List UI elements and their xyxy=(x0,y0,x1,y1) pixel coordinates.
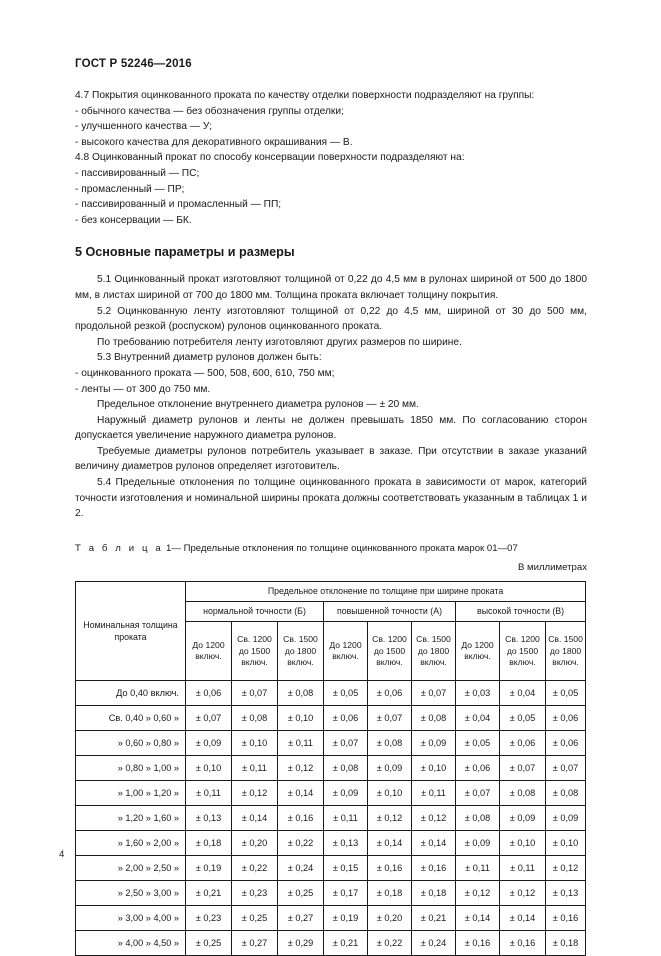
tolerance-cell: ± 0,07 xyxy=(324,731,368,756)
tolerance-cell: ± 0,09 xyxy=(500,806,546,831)
tolerance-cell: ± 0,10 xyxy=(500,831,546,856)
table-row xyxy=(76,831,586,856)
header-nominal-thickness: Номинальная толщина проката xyxy=(76,581,186,680)
table-head xyxy=(76,581,586,680)
tolerance-cell: ± 0,07 xyxy=(368,706,412,731)
tolerance-cell: ± 0,06 xyxy=(500,731,546,756)
tolerance-cell: ± 0,09 xyxy=(324,781,368,806)
paragraph-4-7: 4.7 Покрытия оцинкованного проката по качеству отделки поверхности подразделяют на группы: xyxy=(75,90,535,101)
header-precision-high: высокой точности (В) xyxy=(456,602,586,622)
table-row xyxy=(76,881,586,906)
tolerance-cell: ± 0,07 xyxy=(186,706,232,731)
tolerance-cell: ± 0,05 xyxy=(500,706,546,731)
tolerance-cell: ± 0,15 xyxy=(324,856,368,881)
table-caption-text: Предельные отклонения по толщине оцинкованного проката марок 01—07 xyxy=(183,542,518,554)
table-units-note: В миллиметрах xyxy=(517,561,587,573)
tolerance-cell: ± 0,08 xyxy=(278,681,324,706)
tolerance-cell: ± 0,05 xyxy=(324,681,368,706)
page-number: 4 xyxy=(59,849,65,860)
tolerance-cell: ± 0,22 xyxy=(368,931,412,956)
tolerance-cell: ± 0,08 xyxy=(456,806,500,831)
table-row xyxy=(76,756,586,781)
tolerance-cell: ± 0,10 xyxy=(368,781,412,806)
tolerance-cell: ± 0,12 xyxy=(232,781,278,806)
tolerance-cell: ± 0,09 xyxy=(368,756,412,781)
tolerance-cell: ± 0,04 xyxy=(500,681,546,706)
tolerance-cell: ± 0,12 xyxy=(456,881,500,906)
tolerance-cell: ± 0,09 xyxy=(186,731,232,756)
tolerance-cell: ± 0,11 xyxy=(324,806,368,831)
tolerance-cell: ± 0,14 xyxy=(278,781,324,806)
tolerance-cell: ± 0,27 xyxy=(232,931,278,956)
tolerance-cell: ± 0,07 xyxy=(546,756,586,781)
tolerance-cell: ± 0,14 xyxy=(412,831,456,856)
tolerance-cell: ± 0,11 xyxy=(186,781,232,806)
tolerance-cell: ± 0,16 xyxy=(278,806,324,831)
tolerance-cell: ± 0,07 xyxy=(412,681,456,706)
tolerance-cell: ± 0,06 xyxy=(324,706,368,731)
tolerance-cell: ± 0,13 xyxy=(186,806,232,831)
tolerance-cell: ± 0,16 xyxy=(412,856,456,881)
tolerance-cell: ± 0,16 xyxy=(500,931,546,956)
tolerance-cell: ± 0,18 xyxy=(546,931,586,956)
tolerance-cell: ± 0,11 xyxy=(456,856,500,881)
tolerance-cell: ± 0,10 xyxy=(186,756,232,781)
tolerance-cell: ± 0,18 xyxy=(368,881,412,906)
tolerance-cell: ± 0,17 xyxy=(324,881,368,906)
tolerance-cell: ± 0,08 xyxy=(324,756,368,781)
standard-designation-header: ГОСТ Р 52246—2016 xyxy=(75,58,192,70)
table-row xyxy=(76,931,586,956)
tolerance-cell: ± 0,23 xyxy=(232,881,278,906)
tolerance-cell: ± 0,13 xyxy=(546,881,586,906)
tolerance-cell: ± 0,07 xyxy=(232,681,278,706)
tolerance-cell: ± 0,22 xyxy=(278,831,324,856)
tolerance-cell: ± 0,11 xyxy=(412,781,456,806)
tolerance-cell: ± 0,03 xyxy=(456,681,500,706)
paragraph-5-2: 5.2 Оцинкованную ленту изготовляют толщиной от 0,22 до 4,5 мм, шириной от 30 до 500 мм, продольной резкой (роспуском) рулонов оцинкованного проката. xyxy=(75,305,587,333)
header-width-band: До 1200 включ. xyxy=(456,622,500,681)
tolerance-cell: ± 0,24 xyxy=(278,856,324,881)
paragraph-lenta-razmery: По требованию потребителя ленту изготовляют других размеров по ширине. xyxy=(97,336,462,348)
tolerance-cell: ± 0,12 xyxy=(412,806,456,831)
row-thickness-label: » 1,00 » 1,20 » xyxy=(76,781,186,806)
list-item-passivirovanny-promaslenny: - пассивированный и промасленный — ПП; xyxy=(75,199,282,211)
row-thickness-label: » 3,00 » 4,00 » xyxy=(76,906,186,931)
table-row xyxy=(76,731,586,756)
tolerance-cell: ± 0,05 xyxy=(546,681,586,706)
list-item-vysokogo: - высокого качества для декоративного окрашивания — В. xyxy=(75,136,353,148)
table-row xyxy=(76,681,586,706)
tolerance-cell: ± 0,11 xyxy=(278,731,324,756)
paragraph-naruzhny-diametr: Наружный диаметр рулонов и ленты не должен превышать 1850 мм. По согласованию сторон допускается увеличение наружного диаметра рулонов. xyxy=(75,414,587,442)
tolerance-cell: ± 0,14 xyxy=(456,906,500,931)
tolerance-cell: ± 0,09 xyxy=(456,831,500,856)
paragraph-5-3: 5.3 Внутренний диаметр рулонов должен быть: xyxy=(97,352,322,364)
tolerance-cell: ± 0,27 xyxy=(278,906,324,931)
tolerance-cell: ± 0,22 xyxy=(232,856,278,881)
row-thickness-label: До 0,40 включ. xyxy=(76,681,186,706)
tolerance-cell: ± 0,29 xyxy=(278,931,324,956)
spacer-before-section xyxy=(75,228,587,244)
tolerance-cell: ± 0,18 xyxy=(186,831,232,856)
tolerance-cell: ± 0,08 xyxy=(368,731,412,756)
paragraph-4-8: 4.8 Оцинкованный прокат по способу консервации поверхности подразделяют на: xyxy=(75,152,465,164)
header-width-band: До 1200 включ. xyxy=(324,622,368,681)
tolerance-cell: ± 0,06 xyxy=(368,681,412,706)
header-width-band: Св. 1200 до 1500 включ. xyxy=(368,622,412,681)
tolerance-cell: ± 0,08 xyxy=(232,706,278,731)
list-item-diametr-prokata: - оцинкованного проката — 500, 508, 600, 610, 750 мм; xyxy=(75,367,335,379)
tolerance-cell: ± 0,08 xyxy=(500,781,546,806)
row-thickness-label: Св. 0,40 » 0,60 » xyxy=(76,706,186,731)
tolerance-cell: ± 0,13 xyxy=(324,831,368,856)
tolerance-cell: ± 0,07 xyxy=(500,756,546,781)
table-caption-number: 1— xyxy=(165,542,181,554)
tolerance-cell: ± 0,19 xyxy=(324,906,368,931)
tolerance-cell: ± 0,12 xyxy=(546,856,586,881)
tolerance-cell: ± 0,16 xyxy=(456,931,500,956)
tolerance-cell: ± 0,10 xyxy=(278,706,324,731)
row-thickness-label: » 0,80 » 1,00 » xyxy=(76,756,186,781)
row-thickness-label: » 4,00 » 4,50 » xyxy=(76,931,186,956)
tolerance-cell: ± 0,10 xyxy=(546,831,586,856)
table-body xyxy=(76,681,586,956)
tolerance-cell: ± 0,14 xyxy=(500,906,546,931)
table-row xyxy=(76,806,586,831)
page-content xyxy=(75,88,587,956)
tolerance-cell: ± 0,14 xyxy=(232,806,278,831)
row-thickness-label: » 0,60 » 0,80 » xyxy=(76,731,186,756)
tolerance-cell: ± 0,20 xyxy=(368,906,412,931)
tolerance-cell: ± 0,24 xyxy=(412,931,456,956)
paragraph-5-1: 5.1 Оцинкованный прокат изготовляют толщиной от 0,22 до 4,5 мм в рулонах шириной от 500 до 1800 мм, в листах шириной от 700 до 1800 мм. Толщина проката включает толщину покрытия. xyxy=(75,274,587,301)
tolerance-cell: ± 0,12 xyxy=(368,806,412,831)
table-caption-label: Т а б л и ц а xyxy=(75,542,164,554)
tolerance-cell: ± 0,23 xyxy=(186,906,232,931)
tolerance-cell: ± 0,10 xyxy=(232,731,278,756)
tolerance-cell: ± 0,11 xyxy=(232,756,278,781)
header-width-band: Св. 1200 до 1500 включ. xyxy=(232,622,278,681)
table-row xyxy=(76,906,586,931)
tolerance-cell: ± 0,08 xyxy=(412,706,456,731)
table-header-row-1 xyxy=(76,581,586,601)
tolerance-cell: ± 0,19 xyxy=(186,856,232,881)
tolerance-cell: ± 0,08 xyxy=(546,781,586,806)
tolerance-cell: ± 0,11 xyxy=(500,856,546,881)
tolerance-cell: ± 0,06 xyxy=(456,756,500,781)
tolerance-cell: ± 0,06 xyxy=(186,681,232,706)
tolerance-cell: ± 0,14 xyxy=(368,831,412,856)
tolerance-cell: ± 0,12 xyxy=(500,881,546,906)
header-width-band: Св. 1500 до 1800 включ. xyxy=(412,622,456,681)
spacer-before-caption xyxy=(75,522,587,542)
header-precision-enhanced: повышенной точности (А) xyxy=(324,602,456,622)
list-item-uluchshennogo: - улучшенного качества — У; xyxy=(75,121,212,133)
table-caption xyxy=(75,542,587,556)
row-thickness-label: » 1,60 » 2,00 » xyxy=(76,831,186,856)
row-thickness-label: » 2,00 » 2,50 » xyxy=(76,856,186,881)
header-spanning-title: Предельное отклонение по толщине при ширине проката xyxy=(186,581,586,601)
paragraph-otklonenie-diametra: Предельное отклонение внутреннего диаметра рулонов — ± 20 мм. xyxy=(97,399,419,411)
tolerance-cell: ± 0,07 xyxy=(456,781,500,806)
header-width-band: Св. 1200 до 1500 включ. xyxy=(500,622,546,681)
table-row xyxy=(76,781,586,806)
row-thickness-label: » 1,20 » 1,60 » xyxy=(76,806,186,831)
tolerance-cell: ± 0,12 xyxy=(278,756,324,781)
list-item-diametr-lenty: - ленты — от 300 до 750 мм. xyxy=(75,383,211,395)
tolerance-cell: ± 0,20 xyxy=(232,831,278,856)
header-precision-normal: нормальной точности (Б) xyxy=(186,602,324,622)
spacer-after-section xyxy=(75,260,587,272)
header-width-band: Св. 1500 до 1800 включ. xyxy=(546,622,586,681)
tolerance-cell: ± 0,06 xyxy=(546,731,586,756)
section-heading-5: 5 Основные параметры и размеры xyxy=(75,245,295,260)
list-item-obychnogo: - обычного качества — без обозначения группы отделки; xyxy=(75,105,344,117)
tolerance-cell: ± 0,05 xyxy=(456,731,500,756)
table-row xyxy=(76,706,586,731)
tolerance-cell: ± 0,25 xyxy=(232,906,278,931)
tolerance-cell: ± 0,21 xyxy=(412,906,456,931)
tolerance-cell: ± 0,09 xyxy=(412,731,456,756)
tolerance-cell: ± 0,06 xyxy=(546,706,586,731)
tolerance-table xyxy=(75,581,586,956)
paragraph-5-4: 5.4 Предельные отклонения по толщине оцинкованного проката в зависимости от марок, категорий точности изготовления и номинальной ширины проката должны соответствовать указанным в таблицах 1 и 2. xyxy=(75,477,587,520)
row-thickness-label: » 2,50 » 3,00 » xyxy=(76,881,186,906)
tolerance-cell: ± 0,04 xyxy=(456,706,500,731)
tolerance-cell: ± 0,18 xyxy=(412,881,456,906)
tolerance-cell: ± 0,21 xyxy=(186,881,232,906)
table-row xyxy=(76,856,586,881)
tolerance-cell: ± 0,09 xyxy=(546,806,586,831)
list-item-promaslenny: - промасленный — ПР; xyxy=(75,183,185,195)
tolerance-cell: ± 0,21 xyxy=(324,931,368,956)
tolerance-cell: ± 0,16 xyxy=(546,906,586,931)
list-item-bez-konservatsii: - без консервации — БК. xyxy=(75,214,192,226)
tolerance-cell: ± 0,25 xyxy=(186,931,232,956)
list-item-passivirovanny: - пассивированный — ПС; xyxy=(75,167,200,179)
paragraph-trebuemye-diametry: Требуемые диаметры рулонов потребитель указывает в заказе. При отсутствии в заказе указаний величину диаметров рулонов определяет изготовитель. xyxy=(75,445,587,473)
tolerance-cell: ± 0,10 xyxy=(412,756,456,781)
tolerance-cell: ± 0,25 xyxy=(278,881,324,906)
tolerance-cell: ± 0,16 xyxy=(368,856,412,881)
header-width-band: Св. 1500 до 1800 включ. xyxy=(278,622,324,681)
header-width-band: До 1200 включ. xyxy=(186,622,232,681)
